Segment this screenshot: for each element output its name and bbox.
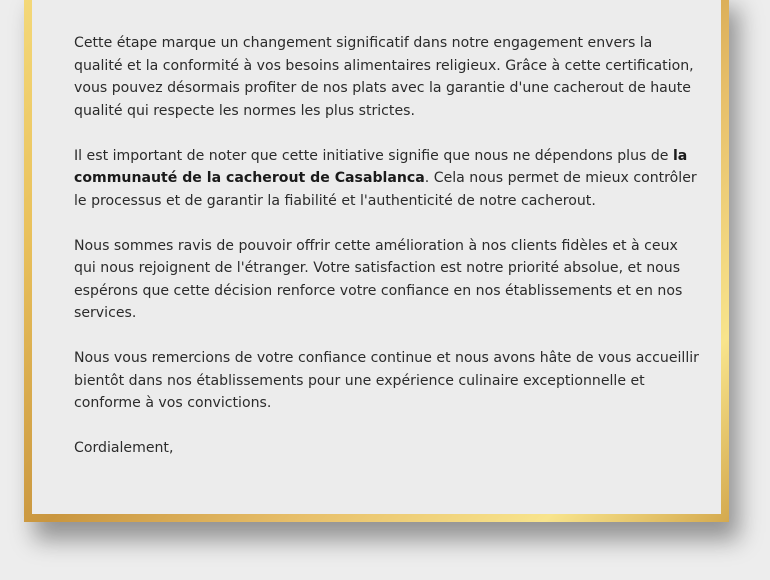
letter-paper (32, 0, 721, 514)
gold-frame (24, 0, 729, 522)
community-name-bold: la communauté de la cacherout de Casablanca (74, 147, 688, 186)
letter-body (74, 32, 704, 482)
paragraph-satisfaction: Nous sommes ravis de pouvoir offrir cette amélioration à nos clients fidèles et à ceux qui nous rejoignent de l'étranger. Votre satisfaction est notre priorité absolue, et nous espérons que cette décision renforce votre confiance en nos établissements et en nos services. (74, 237, 683, 321)
paragraph-thanks: Nous vous remercions de votre confiance continue et nous avons hâte de vous accueillir bientôt dans nos établissements pour une expérience culinaire exceptionnelle et conforme à vos convictions. (74, 350, 699, 411)
closing-salutation: Cordialement, (74, 440, 174, 456)
paragraph-independence-text-start: Il est important de noter que cette initiative signifie que nous ne dépendons plus de (74, 147, 673, 164)
paragraph-certification: Cette étape marque un changement significatif dans notre engagement envers la qualité et la conformité à vos besoins alimentaires religieux. Grâce à cette certification, vous pouvez désormais profiter de nos plats avec la garantie d'une cacherout de haute qualité qui respecte les normes les plus strictes. (74, 35, 694, 119)
paragraph-independence-text-end: . Cela nous permet de mieux contrôler le processus et de garantir la fiabilité et l'authenticité de notre cacherout. (74, 170, 697, 209)
paragraph-independence (74, 145, 704, 213)
